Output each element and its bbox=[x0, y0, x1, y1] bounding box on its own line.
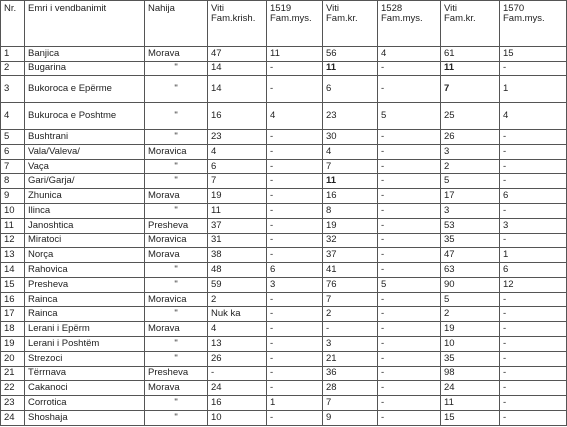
cell-fam-christian-1570: 25 bbox=[441, 103, 500, 130]
cell-nahija: " bbox=[145, 159, 208, 174]
cell-fam-christian-1570: 2 bbox=[441, 307, 500, 322]
cell-fam-muslim-1519: 6 bbox=[267, 263, 323, 278]
table-row bbox=[1, 61, 567, 76]
cell-nahija: Morava bbox=[145, 322, 208, 337]
cell-fam-christian-1519: 31 bbox=[208, 233, 267, 248]
cell-fam-christian-1570: 3 bbox=[441, 144, 500, 159]
header-cell-1570-christian bbox=[441, 1, 500, 47]
cell-settlement: Corrotica bbox=[25, 396, 145, 411]
cell-fam-muslim-1570: 1 bbox=[500, 76, 567, 103]
header-cell-settlement: Emri i vendbanimit bbox=[25, 1, 145, 47]
cell-fam-christian-1519: 48 bbox=[208, 263, 267, 278]
cell-fam-muslim-1528: - bbox=[378, 410, 441, 425]
header-cell-1519-muslim bbox=[267, 1, 323, 47]
cell-fam-christian-1528: 4 bbox=[323, 144, 378, 159]
cell-fam-muslim-1570: - bbox=[500, 322, 567, 337]
cell-fam-muslim-1528: - bbox=[378, 203, 441, 218]
table-row bbox=[1, 144, 567, 159]
cell-settlement: Strezoci bbox=[25, 351, 145, 366]
cell-fam-christian-1528: 11 bbox=[323, 61, 378, 76]
cell-settlement: Norça bbox=[25, 248, 145, 263]
table-row bbox=[1, 277, 567, 292]
cell-fam-christian-1519: Nuk ka bbox=[208, 307, 267, 322]
cell-fam-christian-1570: 35 bbox=[441, 351, 500, 366]
header-subtitle: Fam.mys. bbox=[503, 13, 545, 24]
cell-fam-muslim-1570: - bbox=[500, 337, 567, 352]
cell-fam-muslim-1570: - bbox=[500, 159, 567, 174]
cell-nr: 15 bbox=[1, 277, 25, 292]
header-year-label: 1519 bbox=[270, 3, 292, 14]
cell-fam-muslim-1528: - bbox=[378, 130, 441, 145]
cell-fam-muslim-1519: - bbox=[267, 366, 323, 381]
cell-fam-muslim-1519: - bbox=[267, 351, 323, 366]
cell-settlement: Lerani i Poshtëm bbox=[25, 337, 145, 352]
cell-fam-christian-1519: 4 bbox=[208, 322, 267, 337]
cell-fam-christian-1528: 56 bbox=[323, 46, 378, 61]
cell-fam-christian-1528: 30 bbox=[323, 130, 378, 145]
cell-fam-muslim-1528: - bbox=[378, 233, 441, 248]
cell-fam-muslim-1570: - bbox=[500, 410, 567, 425]
cell-fam-muslim-1519: - bbox=[267, 410, 323, 425]
cell-fam-muslim-1570: 4 bbox=[500, 103, 567, 130]
table-row bbox=[1, 46, 567, 61]
cell-fam-christian-1570: 98 bbox=[441, 366, 500, 381]
cell-nahija: " bbox=[145, 337, 208, 352]
cell-fam-christian-1528: 9 bbox=[323, 410, 378, 425]
cell-fam-muslim-1570: 3 bbox=[500, 218, 567, 233]
table-row bbox=[1, 159, 567, 174]
table-row bbox=[1, 351, 567, 366]
cell-fam-christian-1528: 2 bbox=[323, 307, 378, 322]
cell-fam-christian-1570: 11 bbox=[441, 396, 500, 411]
cell-nr: 18 bbox=[1, 322, 25, 337]
cell-settlement: Gari/Garja/ bbox=[25, 174, 145, 189]
cell-fam-christian-1528: 19 bbox=[323, 218, 378, 233]
cell-fam-christian-1519: 14 bbox=[208, 76, 267, 103]
cell-nahija: Moravica bbox=[145, 144, 208, 159]
header-subtitle: Fam.mys. bbox=[270, 13, 312, 24]
cell-fam-muslim-1570: 1 bbox=[500, 248, 567, 263]
table-row bbox=[1, 103, 567, 130]
cell-settlement: Janoshtica bbox=[25, 218, 145, 233]
table-row bbox=[1, 233, 567, 248]
cell-nahija: " bbox=[145, 130, 208, 145]
table-row bbox=[1, 322, 567, 337]
cell-nr: 23 bbox=[1, 396, 25, 411]
header-subtitle: Fam.kr. bbox=[444, 13, 476, 24]
cell-settlement: Rainca bbox=[25, 307, 145, 322]
cell-nr: 14 bbox=[1, 263, 25, 278]
header-cell-1528-christian bbox=[323, 1, 378, 47]
header-subtitle: Fam.mys. bbox=[381, 13, 423, 24]
cell-fam-christian-1519: 2 bbox=[208, 292, 267, 307]
cell-nr: 12 bbox=[1, 233, 25, 248]
cell-fam-christian-1528: 23 bbox=[323, 103, 378, 130]
cell-fam-muslim-1570: 12 bbox=[500, 277, 567, 292]
cell-fam-christian-1519: 16 bbox=[208, 396, 267, 411]
cell-fam-muslim-1519: - bbox=[267, 307, 323, 322]
cell-fam-christian-1570: 26 bbox=[441, 130, 500, 145]
cell-settlement: Miratoci bbox=[25, 233, 145, 248]
cell-fam-christian-1519: 37 bbox=[208, 218, 267, 233]
header-year-label: Viti bbox=[211, 3, 225, 14]
cell-fam-christian-1570: 5 bbox=[441, 174, 500, 189]
cell-fam-muslim-1570: - bbox=[500, 233, 567, 248]
cell-fam-muslim-1570: 15 bbox=[500, 46, 567, 61]
cell-nr: 8 bbox=[1, 174, 25, 189]
cell-fam-christian-1519: 23 bbox=[208, 130, 267, 145]
cell-nr: 1 bbox=[1, 46, 25, 61]
table-row bbox=[1, 203, 567, 218]
table-row bbox=[1, 76, 567, 103]
cell-fam-christian-1528: 7 bbox=[323, 292, 378, 307]
cell-fam-christian-1570: 35 bbox=[441, 233, 500, 248]
cell-fam-christian-1528: 32 bbox=[323, 233, 378, 248]
cell-fam-christian-1519: 10 bbox=[208, 410, 267, 425]
cell-fam-muslim-1519: - bbox=[267, 61, 323, 76]
table-body bbox=[1, 1, 567, 426]
cell-fam-muslim-1528: - bbox=[378, 76, 441, 103]
cell-settlement: Rainca bbox=[25, 292, 145, 307]
cell-fam-christian-1519: 13 bbox=[208, 337, 267, 352]
cell-fam-muslim-1570: 6 bbox=[500, 263, 567, 278]
cell-fam-christian-1528: 7 bbox=[323, 396, 378, 411]
cell-fam-muslim-1519: 3 bbox=[267, 277, 323, 292]
cell-fam-muslim-1528: - bbox=[378, 159, 441, 174]
cell-fam-christian-1519: 11 bbox=[208, 203, 267, 218]
cell-fam-muslim-1519: - bbox=[267, 233, 323, 248]
cell-settlement: Tërrnava bbox=[25, 366, 145, 381]
cell-fam-muslim-1519: - bbox=[267, 159, 323, 174]
table-row bbox=[1, 248, 567, 263]
cell-fam-muslim-1570: - bbox=[500, 61, 567, 76]
header-year-label: Viti bbox=[444, 3, 458, 14]
cell-fam-muslim-1528: - bbox=[378, 381, 441, 396]
cell-nr: 22 bbox=[1, 381, 25, 396]
cell-fam-muslim-1528: - bbox=[378, 292, 441, 307]
cell-fam-christian-1570: 5 bbox=[441, 292, 500, 307]
header-cell-1528-muslim bbox=[378, 1, 441, 47]
table-row bbox=[1, 263, 567, 278]
cell-fam-christian-1570: 47 bbox=[441, 248, 500, 263]
cell-fam-christian-1528: 36 bbox=[323, 366, 378, 381]
cell-fam-christian-1528: 41 bbox=[323, 263, 378, 278]
cell-nahija: Presheva bbox=[145, 218, 208, 233]
cell-fam-muslim-1570: - bbox=[500, 292, 567, 307]
header-cell-1570-muslim bbox=[500, 1, 567, 47]
cell-fam-muslim-1519: 1 bbox=[267, 396, 323, 411]
cell-nr: 20 bbox=[1, 351, 25, 366]
cell-fam-muslim-1528: 4 bbox=[378, 46, 441, 61]
table-row bbox=[1, 174, 567, 189]
cell-fam-christian-1570: 11 bbox=[441, 61, 500, 76]
table-row bbox=[1, 189, 567, 204]
cell-nr: 19 bbox=[1, 337, 25, 352]
cell-fam-christian-1570: 90 bbox=[441, 277, 500, 292]
cell-fam-muslim-1519: - bbox=[267, 174, 323, 189]
cell-fam-muslim-1528: - bbox=[378, 337, 441, 352]
cell-fam-muslim-1528: - bbox=[378, 174, 441, 189]
table-row bbox=[1, 396, 567, 411]
cell-fam-christian-1519: 47 bbox=[208, 46, 267, 61]
cell-nr: 11 bbox=[1, 218, 25, 233]
header-year-label: 1570 bbox=[503, 3, 525, 14]
cell-nahija: Moravica bbox=[145, 233, 208, 248]
cell-settlement: Zhunica bbox=[25, 189, 145, 204]
cell-nahija: Morava bbox=[145, 46, 208, 61]
cell-fam-christian-1570: 17 bbox=[441, 189, 500, 204]
cell-nr: 4 bbox=[1, 103, 25, 130]
cell-fam-muslim-1570: - bbox=[500, 307, 567, 322]
cell-fam-muslim-1570: - bbox=[500, 144, 567, 159]
cell-fam-muslim-1519: 11 bbox=[267, 46, 323, 61]
cell-fam-muslim-1528: - bbox=[378, 248, 441, 263]
cell-fam-muslim-1570: - bbox=[500, 381, 567, 396]
cell-settlement: Bukuroca e Poshtme bbox=[25, 103, 145, 130]
cell-nahija: " bbox=[145, 396, 208, 411]
cell-settlement: Ilinca bbox=[25, 203, 145, 218]
cell-fam-muslim-1519: - bbox=[267, 292, 323, 307]
cell-nr: 5 bbox=[1, 130, 25, 145]
cell-settlement: Vaça bbox=[25, 159, 145, 174]
cell-fam-christian-1519: 4 bbox=[208, 144, 267, 159]
header-cell-nahija: Nahija bbox=[145, 1, 208, 47]
cell-fam-christian-1528: 16 bbox=[323, 189, 378, 204]
cell-fam-muslim-1519: - bbox=[267, 248, 323, 263]
cell-fam-christian-1528: 6 bbox=[323, 76, 378, 103]
cell-fam-christian-1519: 38 bbox=[208, 248, 267, 263]
cell-fam-christian-1528: 3 bbox=[323, 337, 378, 352]
cell-settlement: Lerani i Epërm bbox=[25, 322, 145, 337]
cell-settlement: Bukoroca e Epërme bbox=[25, 76, 145, 103]
cell-nr: 16 bbox=[1, 292, 25, 307]
cell-settlement: Shoshaja bbox=[25, 410, 145, 425]
cell-nahija: Morava bbox=[145, 189, 208, 204]
header-cell-1519-christian bbox=[208, 1, 267, 47]
cell-fam-muslim-1519: - bbox=[267, 337, 323, 352]
cell-fam-muslim-1528: - bbox=[378, 189, 441, 204]
cell-nr: 17 bbox=[1, 307, 25, 322]
cell-fam-christian-1528: 21 bbox=[323, 351, 378, 366]
cell-fam-christian-1528: 76 bbox=[323, 277, 378, 292]
cell-fam-muslim-1519: - bbox=[267, 203, 323, 218]
cell-fam-muslim-1570: 6 bbox=[500, 189, 567, 204]
cell-nr: 2 bbox=[1, 61, 25, 76]
cell-fam-christian-1519: 6 bbox=[208, 159, 267, 174]
cell-fam-muslim-1570: - bbox=[500, 203, 567, 218]
cell-fam-christian-1528: 8 bbox=[323, 203, 378, 218]
cell-nahija: Moravica bbox=[145, 292, 208, 307]
cell-fam-christian-1528: 37 bbox=[323, 248, 378, 263]
cell-fam-christian-1570: 3 bbox=[441, 203, 500, 218]
header-cell-nr: Nr. bbox=[1, 1, 25, 47]
table-row bbox=[1, 130, 567, 145]
table-row bbox=[1, 410, 567, 425]
cell-fam-christian-1519: 24 bbox=[208, 381, 267, 396]
cell-fam-muslim-1519: - bbox=[267, 218, 323, 233]
cell-fam-muslim-1528: - bbox=[378, 322, 441, 337]
cell-fam-muslim-1570: - bbox=[500, 130, 567, 145]
cell-fam-christian-1570: 63 bbox=[441, 263, 500, 278]
cell-fam-muslim-1528: - bbox=[378, 307, 441, 322]
cell-fam-christian-1570: 53 bbox=[441, 218, 500, 233]
cell-fam-christian-1519: 14 bbox=[208, 61, 267, 76]
cell-fam-christian-1570: 15 bbox=[441, 410, 500, 425]
cell-nahija: Morava bbox=[145, 381, 208, 396]
cell-fam-christian-1570: 61 bbox=[441, 46, 500, 61]
cell-fam-muslim-1528: - bbox=[378, 61, 441, 76]
cell-nahija: " bbox=[145, 76, 208, 103]
table-row bbox=[1, 218, 567, 233]
cell-fam-muslim-1528: - bbox=[378, 218, 441, 233]
cell-nahija: " bbox=[145, 263, 208, 278]
cell-fam-christian-1528: 11 bbox=[323, 174, 378, 189]
cell-fam-christian-1570: 10 bbox=[441, 337, 500, 352]
header-subtitle: Fam.krish. bbox=[211, 13, 256, 24]
cell-fam-muslim-1570: - bbox=[500, 396, 567, 411]
cell-fam-christian-1519: 19 bbox=[208, 189, 267, 204]
cell-fam-christian-1519: 59 bbox=[208, 277, 267, 292]
cell-fam-muslim-1528: - bbox=[378, 351, 441, 366]
cell-fam-muslim-1519: - bbox=[267, 130, 323, 145]
cell-fam-christian-1519: 7 bbox=[208, 174, 267, 189]
cell-fam-muslim-1528: - bbox=[378, 396, 441, 411]
cell-fam-christian-1570: 7 bbox=[441, 76, 500, 103]
cell-nr: 9 bbox=[1, 189, 25, 204]
cell-nahija: " bbox=[145, 61, 208, 76]
cell-nahija: " bbox=[145, 203, 208, 218]
cell-settlement: Cakanoci bbox=[25, 381, 145, 396]
cell-fam-christian-1519: 26 bbox=[208, 351, 267, 366]
cell-nahija: " bbox=[145, 277, 208, 292]
cell-nr: 6 bbox=[1, 144, 25, 159]
cell-settlement: Presheva bbox=[25, 277, 145, 292]
cell-nahija: " bbox=[145, 351, 208, 366]
cell-nahija: " bbox=[145, 103, 208, 130]
cell-fam-muslim-1519: - bbox=[267, 189, 323, 204]
cell-nr: 24 bbox=[1, 410, 25, 425]
cell-fam-muslim-1570: - bbox=[500, 351, 567, 366]
cell-fam-muslim-1528: 5 bbox=[378, 277, 441, 292]
cell-settlement: Banjica bbox=[25, 46, 145, 61]
cell-fam-christian-1528: 7 bbox=[323, 159, 378, 174]
header-year-label: 1528 bbox=[381, 3, 403, 14]
cell-nr: 3 bbox=[1, 76, 25, 103]
cell-settlement: Bugarina bbox=[25, 61, 145, 76]
cell-nahija: " bbox=[145, 410, 208, 425]
cell-fam-muslim-1519: - bbox=[267, 381, 323, 396]
table-row bbox=[1, 292, 567, 307]
cell-settlement: Rahovica bbox=[25, 263, 145, 278]
cell-settlement: Bushtrani bbox=[25, 130, 145, 145]
table-row bbox=[1, 337, 567, 352]
cell-fam-christian-1519: 16 bbox=[208, 103, 267, 130]
cell-fam-christian-1570: 2 bbox=[441, 159, 500, 174]
cell-fam-muslim-1570: - bbox=[500, 174, 567, 189]
table-row bbox=[1, 366, 567, 381]
cell-fam-muslim-1519: - bbox=[267, 76, 323, 103]
cell-fam-christian-1528: 28 bbox=[323, 381, 378, 396]
cell-nahija: Presheva bbox=[145, 366, 208, 381]
cell-fam-christian-1570: 24 bbox=[441, 381, 500, 396]
cell-fam-muslim-1519: - bbox=[267, 322, 323, 337]
cell-nr: 7 bbox=[1, 159, 25, 174]
cell-fam-muslim-1519: 4 bbox=[267, 103, 323, 130]
cell-nr: 13 bbox=[1, 248, 25, 263]
cell-nahija: Morava bbox=[145, 248, 208, 263]
cell-nahija: " bbox=[145, 174, 208, 189]
cell-nr: 21 bbox=[1, 366, 25, 381]
header-row bbox=[1, 1, 567, 47]
cell-fam-muslim-1528: - bbox=[378, 263, 441, 278]
header-subtitle: Fam.kr. bbox=[326, 13, 358, 24]
cell-fam-christian-1570: 19 bbox=[441, 322, 500, 337]
table-row bbox=[1, 307, 567, 322]
table-row bbox=[1, 381, 567, 396]
cell-fam-muslim-1528: - bbox=[378, 366, 441, 381]
cell-settlement: Vala/Valeva/ bbox=[25, 144, 145, 159]
cell-nahija: " bbox=[145, 307, 208, 322]
cell-fam-christian-1528: - bbox=[323, 322, 378, 337]
header-year-label: Viti bbox=[326, 3, 340, 14]
cell-fam-christian-1519: - bbox=[208, 366, 267, 381]
cell-fam-muslim-1528: - bbox=[378, 144, 441, 159]
cell-fam-muslim-1528: 5 bbox=[378, 103, 441, 130]
cell-fam-muslim-1519: - bbox=[267, 144, 323, 159]
cell-fam-muslim-1570: - bbox=[500, 366, 567, 381]
cell-nr: 10 bbox=[1, 203, 25, 218]
